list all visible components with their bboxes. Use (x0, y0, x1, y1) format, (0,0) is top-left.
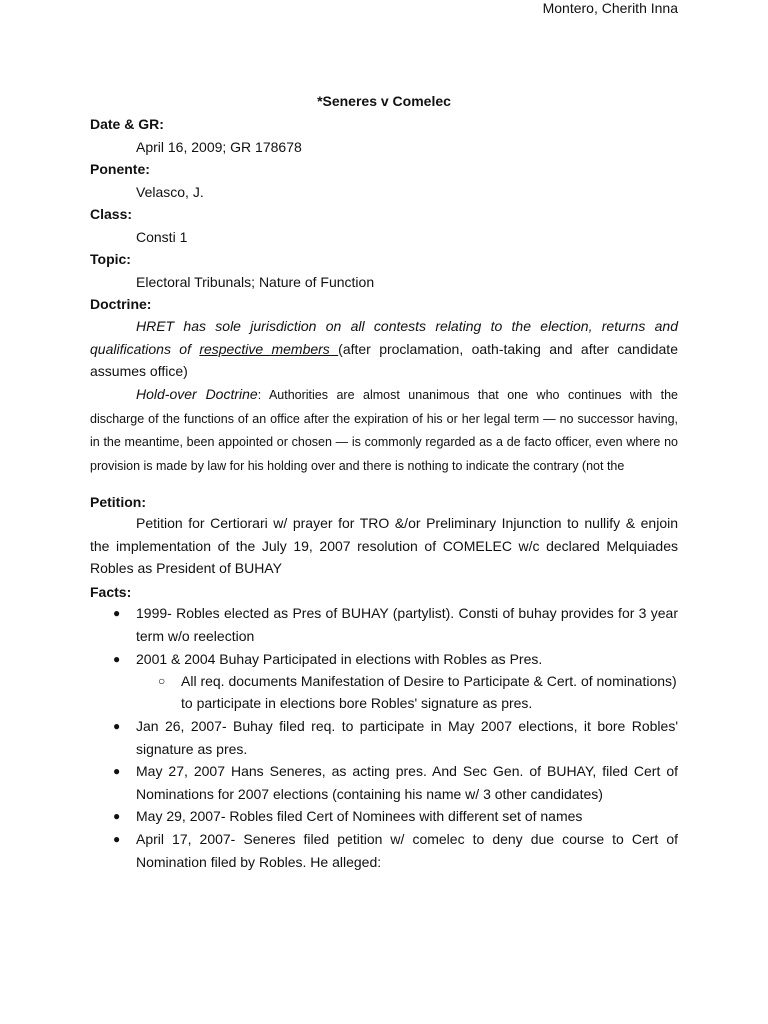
ponente-value: Velasco, J. (136, 184, 204, 200)
fact-item-1: 1999- Robles elected as Pres of BUHAY (partylist). Consti of buhay provides for 3 year term w/o reelection (136, 605, 678, 644)
topic-label: Topic: (90, 251, 131, 267)
facts-label: Facts: (90, 584, 132, 600)
class-value: Consti 1 (136, 229, 188, 245)
doctrine-text-a: HRET has sole jurisdiction on all contests relating to the election, returns and qualifications of (90, 318, 678, 357)
date-gr-value: April 16, 2009; GR 178678 (136, 139, 302, 155)
doctrine-paragraph-2 (90, 383, 678, 477)
petition-label: Petition: (90, 494, 146, 510)
petition-text: Petition for Certiorari w/ prayer for TRO &/or Preliminary Injunction to nullify & enjoin the implementation of the July 19, 2007 resolution of COMELEC w/c declared Melquiades Robles as President of BUHAY (90, 515, 678, 576)
bullet-1: ● (113, 606, 121, 620)
fact-sub-item-line-1: All req. documents Manifestation of Desire to Participate & Cert. of nominations) (181, 673, 677, 689)
bullet-2: ● (113, 652, 121, 666)
sub-bullet-1: ○ (158, 674, 166, 688)
class-label: Class: (90, 206, 133, 222)
bullet-3: ● (113, 719, 121, 733)
doctrine-text-underlined: respective members (199, 340, 339, 357)
author-name: Montero, Cherith Inna (542, 0, 678, 16)
fact-item-5: May 29, 2007- Robles filed Cert of Nominees with different set of names (136, 808, 583, 824)
fact-item-4: May 27, 2007 Hans Seneres, as acting pres. And Sec Gen. of BUHAY, filed Cert of Nominations for 2007 elections (containing his name w/ 3 other candidates) (136, 763, 678, 802)
holdover-doctrine-text: : Authorities are almost unanimous that one who continues with the discharge of the functions of an office after the expiration of his or her legal term — no successor having, in the meantime, been appointed or chosen — is commonly regarded as a de facto officer, even where no provision is made by law for his holding over and there is nothing to indicate the contrary (not the (90, 388, 678, 473)
doctrine-text-b: (after proclamation, oath-taking and after candidate assumes office) (90, 340, 678, 379)
date-gr-label: Date & GR: (90, 116, 164, 132)
bullet-5: ● (113, 809, 121, 823)
ponente-label: Ponente: (90, 161, 150, 177)
doctrine-paragraph-1 (90, 315, 678, 383)
bullet-4: ● (113, 764, 121, 778)
petition-paragraph (90, 512, 678, 580)
topic-value: Electoral Tribunals; Nature of Function (136, 274, 375, 290)
fact-item-6: April 17, 2007- Seneres filed petition w/ comelec to deny due course to Cert of Nomination filed by Robles. He alleged: (136, 831, 678, 870)
doctrine-label: Doctrine: (90, 296, 152, 312)
case-title: *Seneres v Comelec (317, 93, 451, 109)
fact-item-2: 2001 & 2004 Buhay Participated in elections with Robles as Pres. (136, 651, 543, 667)
fact-item-3: Jan 26, 2007- Buhay filed req. to participate in May 2007 elections, it bore Robles' signature as pres. (136, 718, 678, 757)
bullet-6: ● (113, 832, 121, 846)
fact-sub-item-line-2: to participate in elections bore Robles' signature as pres. (181, 695, 533, 711)
holdover-doctrine-title: Hold-over Doctrine (136, 386, 258, 402)
